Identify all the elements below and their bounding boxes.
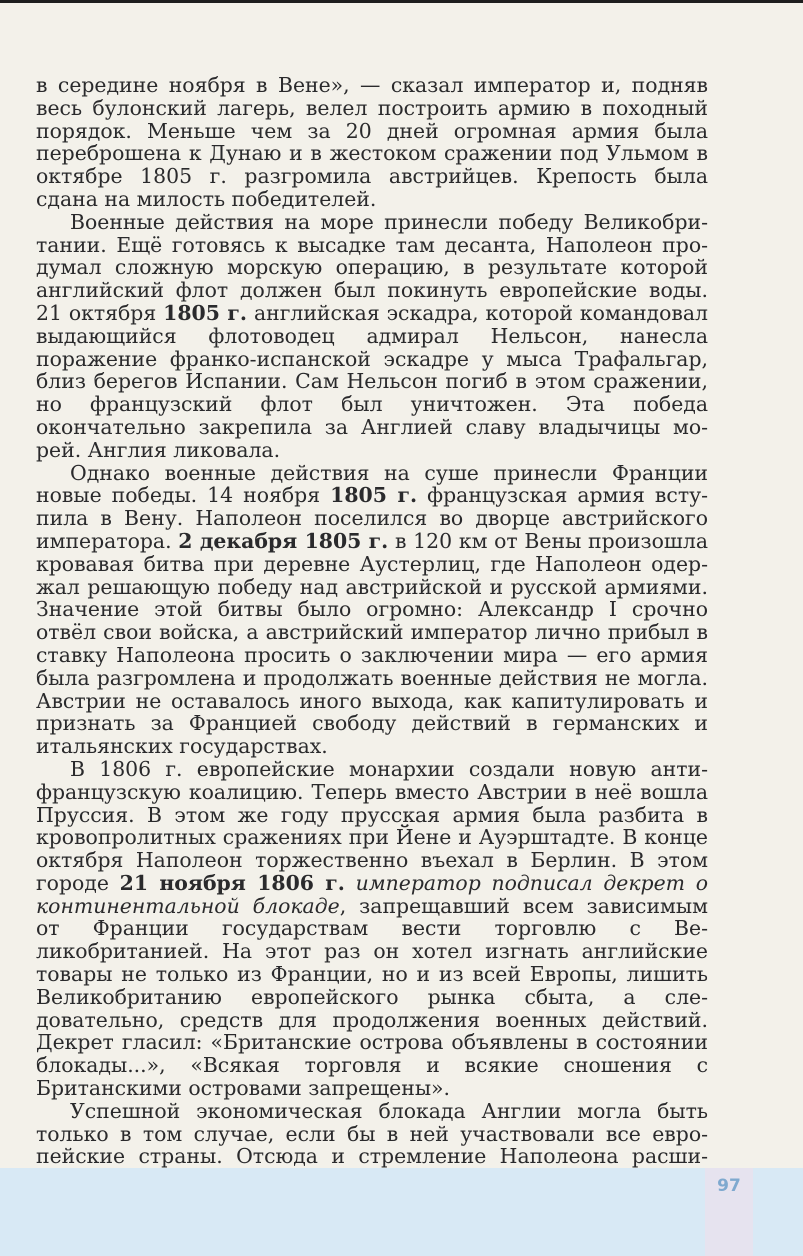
text-run: Однако военные действия на суше принесли Франции новые победы. 14 ноября (36, 460, 708, 508)
text-run: , запрещавший всем зависимым от Франции государствам вести торговлю с Великобританией. На этот раз он хотел изгнать английские товары не только из Франции, но и из всей Европы, лишить Великобританию европейского рынка сбыта, а следовательно, средств для продолжения военных действий. Декрет гласил: «Британские острова объявлены в состоянии блокады...», «Всякая торговля и всякие сношения с Британскими островами запрещены». (36, 893, 708, 1101)
text-run: английская эскадра, которой командовал выдающийся флотоводец адмирал Нельсон, нанесла поражение франко-испанской эскадре у мыса Трафальгар, близ берегов Испании. Сам Нельсон погиб в этом сражении, но французский флот был уничтожен. Эта победа окончательно закрепила за Англией славу владычицы морей. Англия ликовала. (36, 300, 708, 462)
text-run: французская армия вступила в Вену. Наполеон поселился во дворце австрийского императора. (36, 483, 708, 553)
page-body-text (36, 74, 708, 1191)
italic-term: император подписал декрет о континентальной блокаде (36, 870, 708, 918)
text-run: в середине ноября в Вене», — сказал император и, подняв весь булонский лагерь, велел построить армию в походный порядок. Меньше чем за 20 дней огромная армия была переброшена к Дунаю и в жестоком сражении под Ульмом в октябре 1805 г. разгромила австрийцев. Крепость была сдана на милость победителей. (36, 73, 708, 211)
text-run: в 120 км от Вены произошла кровавая битва при деревне Аустерлиц, где Наполеон одержал решающую победу над австрийской и русской армиями. Значение этой битвы было огромно: Александр I срочно отвёл свои войска, а австрийский император лично прибыл в ставку Наполеона просить о заключении мира — его армия была разгромлена и продолжать военные действия не могла. Австрии не оставалось иного выхода, как капитулировать и признать за Францией свободу действий в германских и итальянских государствах. (36, 528, 708, 759)
paragraph (36, 462, 708, 758)
bold-date: 1805 г. (163, 300, 248, 325)
bold-date: 21 ноября 1806 г. (119, 870, 345, 895)
text-run: В 1806 г. европейские монархии создали новую антифранцузскую коалицию. Теперь вместо Австрии в неё вошла Пруссия. В этом же году прусская армия была разбита в кровопролитных сражениях при Йене и Ауэрштадте. В конце октября Наполеон торжественно въехал в Берлин. В этом городе (36, 756, 708, 895)
paragraph (36, 74, 708, 211)
page-number: 97 (717, 1176, 741, 1196)
text-run: Военные действия на море принесли победу Великобритании. Ещё готовясь к высадке там десанта, Наполеон продумал сложную морскую операцию, в результате которой английский флот должен был покинуть европейские воды. 21 октября (36, 209, 708, 325)
text-run: Успешной экономическая блокада Англии могла быть только в том случае, если бы в ней участвовали все европейские страны. Отсюда и стремление Наполеона расши (36, 1098, 708, 1169)
paragraph (36, 758, 708, 1100)
bold-date: 1805 г. (330, 483, 418, 508)
text-run (345, 871, 356, 895)
footer-band (0, 1168, 803, 1256)
bold-date: 2 декабря 1805 г. (178, 528, 389, 553)
page-top-edge (0, 0, 803, 3)
paragraph (36, 211, 708, 462)
